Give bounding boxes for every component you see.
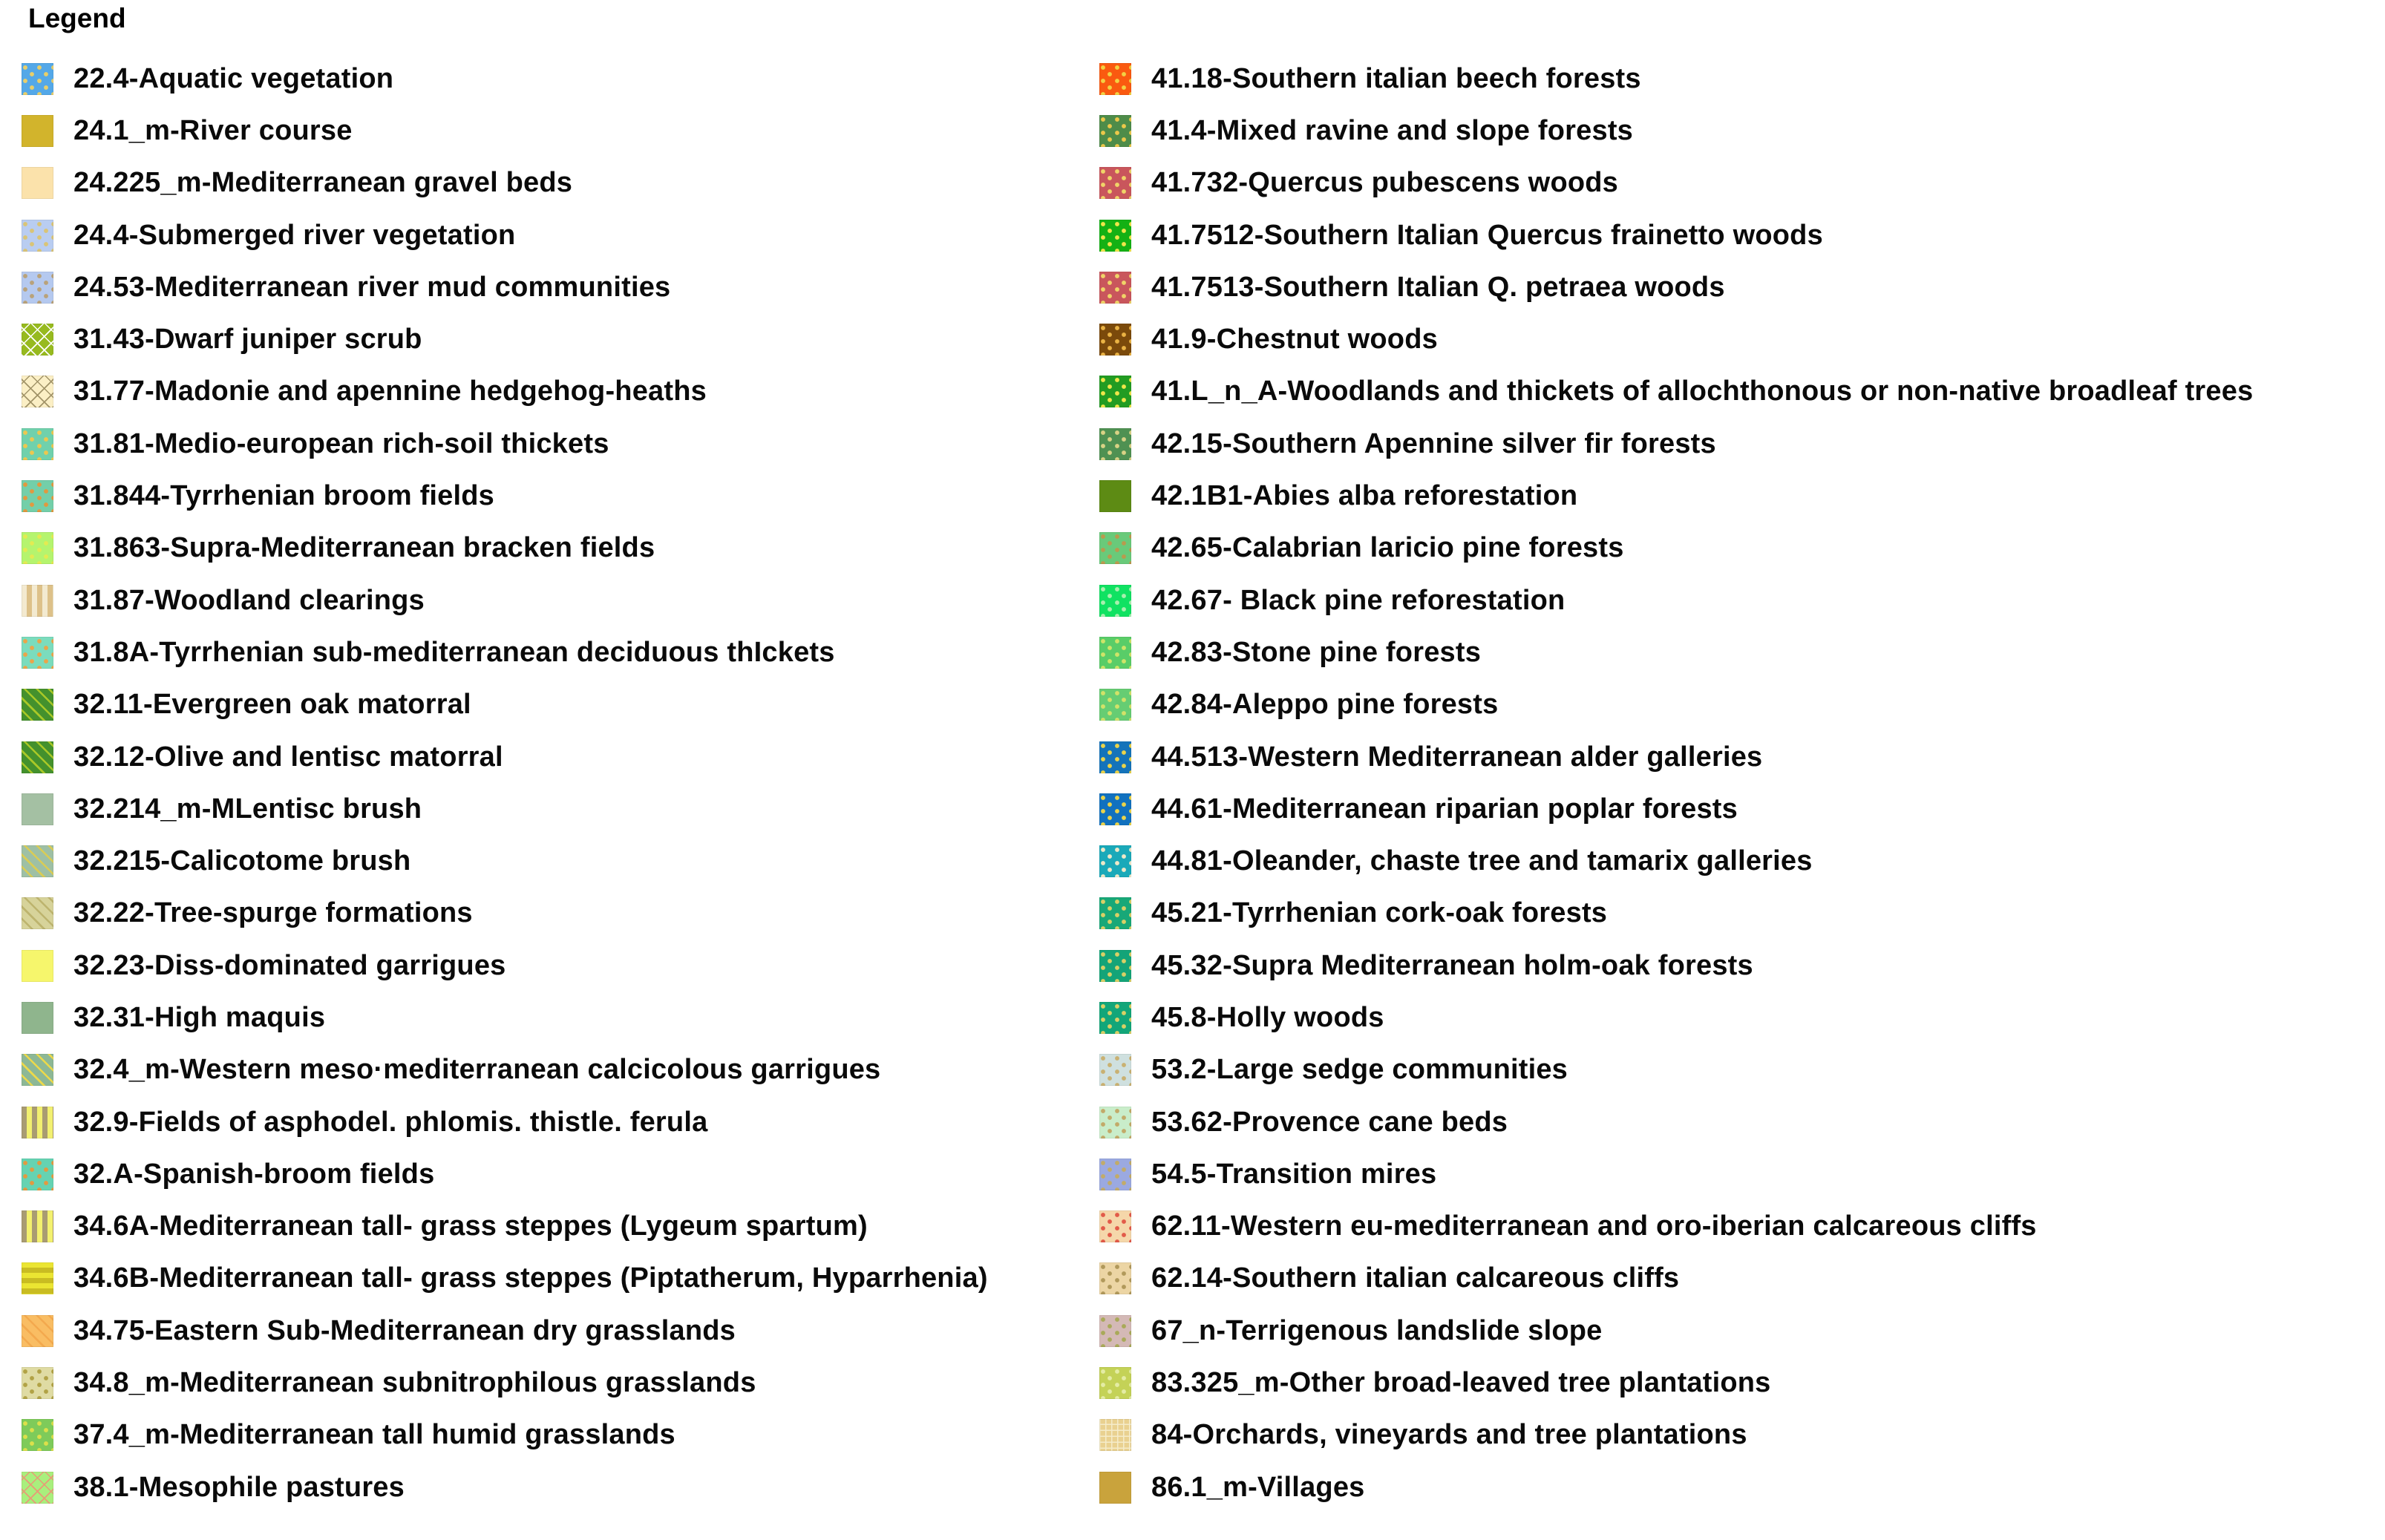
- legend-item: [22, 731, 988, 783]
- legend-color-swatch: [22, 1419, 53, 1451]
- legend-item: [22, 1253, 988, 1305]
- legend-item-label: 24.53-Mediterranean river mud communities: [73, 271, 671, 303]
- legend-item-label: 62.14-Southern italian calcareous cliffs: [1151, 1262, 1680, 1294]
- legend-color-swatch: [1099, 63, 1131, 95]
- legend-item-label: 24.1_m-River course: [73, 114, 353, 146]
- legend-color-swatch: [1099, 532, 1131, 564]
- legend-item: [1099, 992, 2253, 1043]
- legend-item-label: 32.214_m-MLentisc brush: [73, 793, 422, 825]
- legend-color-swatch: [1099, 115, 1131, 147]
- legend-item-label: 41.7512-Southern Italian Quercus frainetto woods: [1151, 219, 1823, 251]
- legend-item-label: 32.A-Spanish-broom fields: [73, 1158, 435, 1190]
- legend-color-swatch: [1099, 1419, 1131, 1451]
- legend-color-swatch: [1099, 167, 1131, 199]
- legend-color-swatch: [22, 532, 53, 564]
- legend-item-label: 32.215-Calicotome brush: [73, 845, 411, 877]
- legend-color-swatch: [1099, 585, 1131, 617]
- legend-item-label: 42.15-Southern Apennine silver fir forests: [1151, 427, 1716, 459]
- legend-item: [1099, 1044, 2253, 1096]
- legend-item: [1099, 313, 2253, 365]
- legend-item: [1099, 470, 2253, 522]
- legend-item-label: 34.6A-Mediterranean tall- grass steppes (Lygeum spartum): [73, 1210, 868, 1242]
- legend-item-label: 41.7513-Southern Italian Q. petraea woods: [1151, 271, 1725, 303]
- legend-item: [1099, 1409, 2253, 1461]
- legend-item-label: 37.4_m-Mediterranean tall humid grasslands: [73, 1419, 675, 1451]
- legend-color-swatch: [1099, 1107, 1131, 1138]
- legend-item-label: 41.732-Quercus pubescens woods: [1151, 167, 1619, 199]
- legend-item-label: 83.325_m-Other broad-leaved tree plantations: [1151, 1367, 1771, 1399]
- legend-item-label: 45.32-Supra Mediterranean holm-oak forests: [1151, 949, 1753, 981]
- legend-item: [1099, 731, 2253, 783]
- legend-color-swatch: [1099, 220, 1131, 252]
- legend-item: [22, 1044, 988, 1096]
- legend-item: [22, 53, 988, 105]
- legend-color-swatch: [22, 167, 53, 199]
- legend-color-swatch: [1099, 637, 1131, 669]
- legend-color-swatch: [22, 63, 53, 95]
- legend-item-label: 44.513-Western Mediterranean alder galleries: [1151, 741, 1763, 773]
- legend-item: [22, 157, 988, 209]
- legend-item: [1099, 418, 2253, 470]
- legend-item: [22, 1409, 988, 1461]
- legend-color-swatch: [1099, 1472, 1131, 1504]
- legend-item-label: 34.8_m-Mediterranean subnitrophilous grasslands: [73, 1367, 756, 1399]
- legend-item: [22, 1461, 988, 1513]
- legend-color-swatch: [1099, 376, 1131, 407]
- legend-color-swatch: [22, 1472, 53, 1504]
- legend-item: [22, 1357, 988, 1409]
- legend-item: [22, 366, 988, 418]
- legend-item-label: 34.75-Eastern Sub-Mediterranean dry grasslands: [73, 1314, 736, 1346]
- legend-item: [22, 522, 988, 574]
- legend-color-swatch: [1099, 324, 1131, 355]
- legend-item-label: 32.31-High maquis: [73, 1001, 326, 1033]
- legend-item-label: 44.61-Mediterranean riparian poplar forests: [1151, 793, 1738, 825]
- legend-item-label: 42.1B1-Abies alba reforestation: [1151, 480, 1578, 512]
- legend-item: [22, 835, 988, 887]
- legend-color-swatch: [22, 741, 53, 773]
- legend-color-swatch: [22, 480, 53, 512]
- legend-item: [1099, 574, 2253, 626]
- legend-item: [22, 313, 988, 365]
- legend-item-label: 32.4_m-Western meso·mediterranean calcicolous garrigues: [73, 1054, 881, 1086]
- legend-color-swatch: [1099, 845, 1131, 877]
- legend-item: [1099, 1357, 2253, 1409]
- legend-item-label: 32.12-Olive and lentisc matorral: [73, 741, 503, 773]
- legend-item: [22, 1148, 988, 1200]
- legend-item-label: 86.1_m-Villages: [1151, 1471, 1365, 1503]
- legend-item-label: 41.L_n_A-Woodlands and thickets of allochthonous or non-native broadleaf trees: [1151, 376, 2254, 407]
- legend-color-swatch: [22, 1315, 53, 1347]
- legend-item: [1099, 783, 2253, 835]
- legend-item: [1099, 366, 2253, 418]
- legend-item-label: 42.67- Black pine reforestation: [1151, 584, 1566, 616]
- legend-color-swatch: [22, 115, 53, 147]
- legend-item-label: 62.11-Western eu-mediterranean and oro-iberian calcareous cliffs: [1151, 1210, 2037, 1242]
- legend-item: [22, 105, 988, 157]
- legend-item: [22, 574, 988, 626]
- legend-item: [1099, 1305, 2253, 1357]
- legend-item: [22, 470, 988, 522]
- legend-color-swatch: [22, 845, 53, 877]
- legend-item-label: 22.4-Aquatic vegetation: [73, 62, 394, 94]
- legend-item-label: 31.77-Madonie and apennine hedgehog-heaths: [73, 376, 707, 407]
- legend-color-swatch: [22, 950, 53, 982]
- legend-item-label: 45.8-Holly woods: [1151, 1001, 1384, 1033]
- legend-color-swatch: [22, 637, 53, 669]
- legend-item-label: 41.9-Chestnut woods: [1151, 324, 1438, 355]
- legend-item-label: 84-Orchards, vineyards and tree plantations: [1151, 1419, 1747, 1451]
- legend-color-swatch: [1099, 1262, 1131, 1294]
- legend-color-swatch: [1099, 897, 1131, 929]
- legend-item: [22, 888, 988, 940]
- legend-item: [22, 261, 988, 313]
- legend-item: [1099, 679, 2253, 731]
- legend-item-label: 32.22-Tree-spurge formations: [73, 897, 473, 929]
- legend-color-swatch: [1099, 480, 1131, 512]
- legend-item: [1099, 53, 2253, 105]
- legend-item-label: 42.83-Stone pine forests: [1151, 636, 1482, 668]
- legend-color-swatch: [1099, 741, 1131, 773]
- legend-item: [1099, 626, 2253, 678]
- legend-item: [1099, 261, 2253, 313]
- legend-item: [22, 679, 988, 731]
- legend-item-label: 34.6B-Mediterranean tall- grass steppes (Piptatherum, Hyparrhenia): [73, 1262, 988, 1294]
- legend-item: [1099, 1096, 2253, 1148]
- legend-item: [22, 992, 988, 1043]
- legend-color-swatch: [1099, 1367, 1131, 1399]
- legend-color-swatch: [1099, 1210, 1131, 1242]
- legend-item-label: 31.43-Dwarf juniper scrub: [73, 324, 422, 355]
- legend-color-swatch: [22, 428, 53, 460]
- legend-item: [1099, 1201, 2253, 1253]
- legend-color-swatch: [22, 376, 53, 407]
- legend-color-swatch: [22, 689, 53, 721]
- legend-item-label: 42.65-Calabrian laricio pine forests: [1151, 532, 1624, 564]
- legend-item-label: 54.5-Transition mires: [1151, 1158, 1437, 1190]
- legend-item-label: 24.4-Submerged river vegetation: [73, 219, 516, 251]
- legend-item-label: 32.11-Evergreen oak matorral: [73, 689, 471, 721]
- legend-color-swatch: [1099, 793, 1131, 825]
- legend-item: [22, 940, 988, 992]
- legend-color-swatch: [1099, 950, 1131, 982]
- legend-item: [1099, 1461, 2253, 1513]
- legend-item: [1099, 1148, 2253, 1200]
- legend-item: [1099, 940, 2253, 992]
- legend-item: [1099, 888, 2253, 940]
- legend-item: [22, 1305, 988, 1357]
- legend-color-swatch: [22, 1054, 53, 1086]
- legend-color-swatch: [22, 324, 53, 355]
- legend-column-right: [1099, 53, 2253, 1513]
- legend-item: [1099, 105, 2253, 157]
- legend-item: [22, 1201, 988, 1253]
- legend-item: [22, 209, 988, 261]
- legend-color-swatch: [22, 272, 53, 304]
- legend-item-label: 32.9-Fields of asphodel. phlomis. thistle. ferula: [73, 1106, 708, 1138]
- legend-item-label: 24.225_m-Mediterranean gravel beds: [73, 167, 573, 199]
- legend-color-swatch: [22, 585, 53, 617]
- legend-color-swatch: [22, 1210, 53, 1242]
- legend-item: [1099, 835, 2253, 887]
- legend-color-swatch: [22, 897, 53, 929]
- legend-item: [1099, 209, 2253, 261]
- legend-item: [1099, 157, 2253, 209]
- legend-color-swatch: [22, 1002, 53, 1034]
- legend-item-label: 53.62-Provence cane beds: [1151, 1106, 1508, 1138]
- legend-item-label: 41.4-Mixed ravine and slope forests: [1151, 114, 1634, 146]
- legend-item-label: 42.84-Aleppo pine forests: [1151, 689, 1499, 721]
- legend-color-swatch: [1099, 1315, 1131, 1347]
- legend-item: [22, 1096, 988, 1148]
- legend-color-swatch: [1099, 1054, 1131, 1086]
- legend-item-label: 67_n-Terrigenous landslide slope: [1151, 1314, 1603, 1346]
- legend-item-label: 41.18-Southern italian beech forests: [1151, 62, 1641, 94]
- legend-item: [22, 626, 988, 678]
- legend-color-swatch: [22, 1367, 53, 1399]
- legend-color-swatch: [1099, 272, 1131, 304]
- legend-item-label: 44.81-Oleander, chaste tree and tamarix galleries: [1151, 845, 1813, 877]
- legend-item: [1099, 522, 2253, 574]
- legend-title: Legend: [28, 3, 126, 33]
- legend-column-left: [22, 53, 988, 1513]
- legend-item-label: 31.8A-Tyrrhenian sub-mediterranean deciduous thIckets: [73, 636, 835, 668]
- legend-item-label: 53.2-Large sedge communities: [1151, 1054, 1568, 1086]
- legend-item-label: 32.23-Diss-dominated garrigues: [73, 949, 506, 981]
- legend-item: [1099, 1253, 2253, 1305]
- legend-item-label: 38.1-Mesophile pastures: [73, 1471, 405, 1503]
- legend-color-swatch: [22, 1262, 53, 1294]
- legend-item: [22, 783, 988, 835]
- legend-item: [22, 418, 988, 470]
- legend-item-label: 31.87-Woodland clearings: [73, 584, 425, 616]
- legend-color-swatch: [1099, 1002, 1131, 1034]
- legend-color-swatch: [1099, 689, 1131, 721]
- legend-color-swatch: [22, 1159, 53, 1190]
- legend-item-label: 31.863-Supra-Mediterranean bracken fields: [73, 532, 655, 564]
- legend-color-swatch: [22, 793, 53, 825]
- legend-color-swatch: [22, 220, 53, 252]
- legend-color-swatch: [1099, 1159, 1131, 1190]
- legend-color-swatch: [1099, 428, 1131, 460]
- legend-item-label: 31.844-Tyrrhenian broom fields: [73, 480, 495, 512]
- legend-color-swatch: [22, 1107, 53, 1138]
- legend-item-label: 45.21-Tyrrhenian cork-oak forests: [1151, 897, 1608, 929]
- legend-item-label: 31.81-Medio-european rich-soil thickets: [73, 427, 609, 459]
